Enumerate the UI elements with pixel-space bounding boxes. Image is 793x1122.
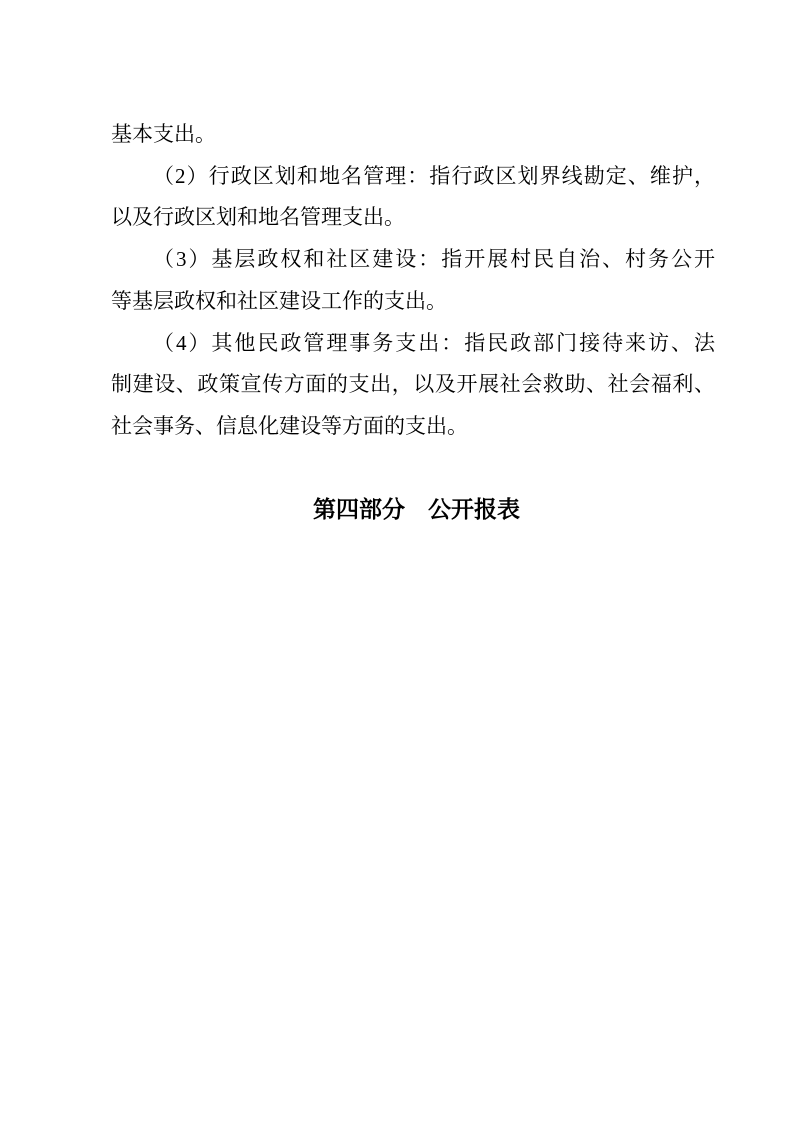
- paragraph-4-line-2: 制建设、政策宣传方面的支出，以及开展社会救助、社会福利、: [111, 372, 715, 397]
- paragraph-3-line-1: （3）基层政权和社区建设：指开展村民自治、村务公开: [153, 247, 715, 272]
- paragraph-2-line-1: （2）行政区划和地名管理：指行政区划界线勘定、维护，: [153, 163, 715, 188]
- paragraph-4-line-1: （4）其他民政管理事务支出：指民政部门接待来访、法: [153, 330, 715, 355]
- section-heading: 第四部分 公开报表: [313, 496, 520, 522]
- paragraph-2-line-2: 以及行政区划和地名管理支出。: [111, 205, 405, 230]
- paragraph-basic-expenditure-tail: 基本支出。: [111, 122, 216, 146]
- paragraph-3-line-2: 等基层政权和社区建设工作的支出。: [111, 288, 447, 313]
- document-body: [111, 0, 715, 530]
- paragraph-4-line-3: 社会事务、信息化建设等方面的支出。: [111, 413, 468, 438]
